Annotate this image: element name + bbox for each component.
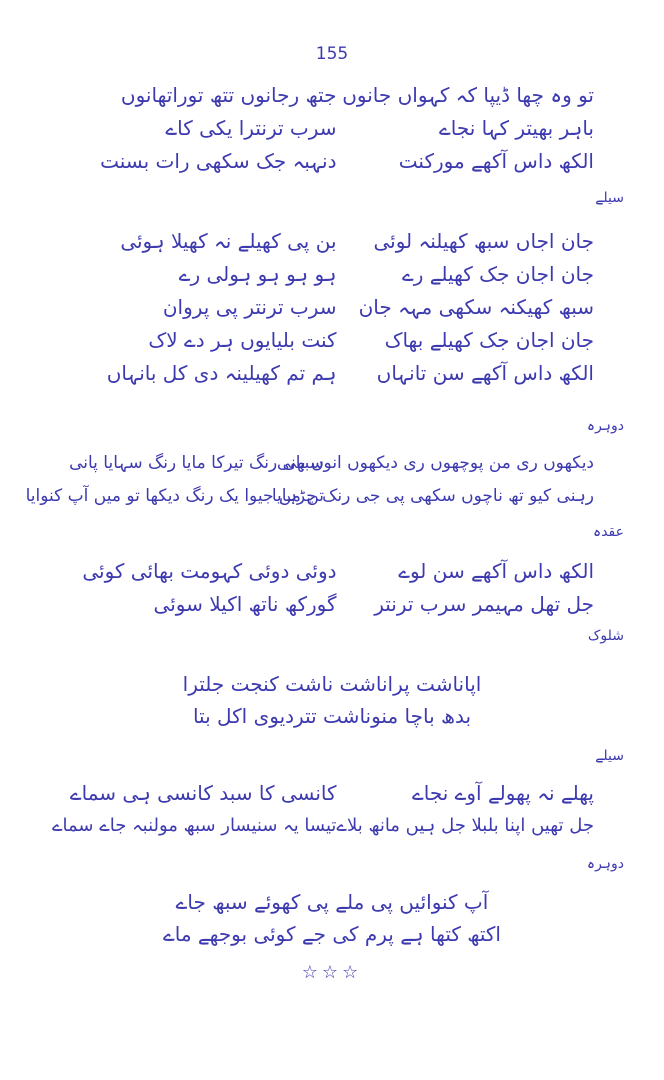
- verse-left: گورکھ ناتھ اکیلا سوئی: [153, 591, 337, 616]
- verse-right: پھلے نہ پھولے آوے نجاے: [412, 780, 594, 805]
- verse-row: [0, 356, 664, 389]
- verse-left: جتھ رجانوں تتھ توراتھانوں: [120, 82, 337, 107]
- verse-left: بن پی کھیلے نہ کھیلا ہوئی: [120, 228, 337, 253]
- verse-left: دنہبہ جک سکھی رات بسنت: [100, 148, 337, 173]
- verse-right: جل تھیں اپنا بلبلا جل ہیں مانھ بلاے: [336, 815, 594, 836]
- section-label: شلوک: [587, 628, 624, 644]
- verse-block-4: [0, 554, 664, 620]
- verse-left: سرب ترنترا یکی کاے: [165, 115, 337, 140]
- page-number: 155: [315, 44, 349, 64]
- verse-block-3: [0, 446, 664, 512]
- verse-left: دوئی دوئی کہومت بھائی کوئی: [82, 558, 337, 583]
- verse-left: سرب ترنتر پی پروان: [162, 294, 337, 319]
- verse-block-1: [0, 78, 664, 177]
- section-label: سیلے: [595, 748, 624, 764]
- verse-row: [0, 144, 664, 177]
- verse-right: الکھ داس آکھے سن تانہاں: [376, 360, 594, 385]
- verse-right: جان اجان جک کھیلے بھاک: [384, 327, 594, 352]
- verse-left: کانسی کا سبد کانسی ہی سماے: [69, 780, 337, 805]
- verse-right: جان اجاں سبھ کھیلنہ لوئی: [373, 228, 594, 253]
- verse-row: [0, 78, 664, 111]
- verse-block-5: [0, 668, 664, 732]
- verse-right: الکھ داس آکھے سن لوے: [398, 558, 594, 583]
- verse-left: ہم تم کھیلینہ دی کل بانہاں: [106, 360, 337, 385]
- verse-right: جان اجان جک کھیلے رے: [401, 261, 594, 286]
- verse-right: باہر بھیتر کہا نجاے: [439, 115, 594, 140]
- verse-block-7: [0, 886, 664, 950]
- verse-right: تو وہ چھا ڈیپا کہ کہواں جانوں: [342, 82, 594, 107]
- verse-left: ہو ہو ہو ہولی رے: [178, 261, 337, 286]
- verse-left: کنت بلیایوں ہر دے لاک: [148, 327, 337, 352]
- verse-row: [0, 554, 664, 587]
- section-label: دوہرہ: [586, 418, 624, 434]
- section-label: سیلے: [595, 190, 624, 206]
- section-label: عقدہ: [593, 524, 624, 540]
- verse-right: الکھ داس آکھے مورکنت: [398, 148, 594, 173]
- verse-row: [0, 257, 664, 290]
- verse-row: [0, 479, 664, 512]
- verse-left: تیسا یہ سنیسار سبھ مولنبہ جاے سماے: [51, 815, 337, 836]
- verse-right: جل تھل مہیمر سرب ترنتر: [374, 591, 594, 616]
- verse-left: سبھی رنگ تیرکا مایا رنگ سہایا پانی: [69, 453, 324, 473]
- verse-block-6: [0, 776, 664, 842]
- star-ornament: ☆☆☆: [301, 962, 363, 983]
- centered-verse-line: اپاناشت پراناشت ناشت کنجت جلترا: [182, 672, 482, 696]
- verse-block-2: [0, 224, 664, 389]
- verse-left: تن من جیوا یک رنگ دیکھا تو میں آپ کنوایا: [25, 485, 324, 506]
- verse-row: [0, 224, 664, 257]
- centered-verse-line: آپ کنوائیں پی ملے پی کھوئے سبھ جاے: [175, 890, 489, 914]
- verse-row: [0, 446, 664, 479]
- verse-row: [0, 290, 664, 323]
- verse-right: دیکھوں ری من پوچھوں ری دیکھوں انوں بانی: [276, 452, 594, 473]
- verse-row: [0, 809, 664, 842]
- centered-verse-line: اکتھ کتھا ہے پرم کی جے کوئی بوجھے ماے: [163, 922, 501, 946]
- verse-row: [0, 587, 664, 620]
- verse-right: رہنی کیو تھ ناچوں سکھی پی جی رنک چڑہایا: [271, 486, 594, 506]
- verse-row: [0, 323, 664, 356]
- verse-row: [0, 776, 664, 809]
- centered-verse-line: بدھ باچا منوناشت تتردیوی اکل بتا: [192, 704, 472, 728]
- section-label: دوہرہ: [586, 856, 624, 872]
- verse-right: سبھ کھیکنہ سکھی مہہ جان: [358, 294, 594, 319]
- verse-row: [0, 111, 664, 144]
